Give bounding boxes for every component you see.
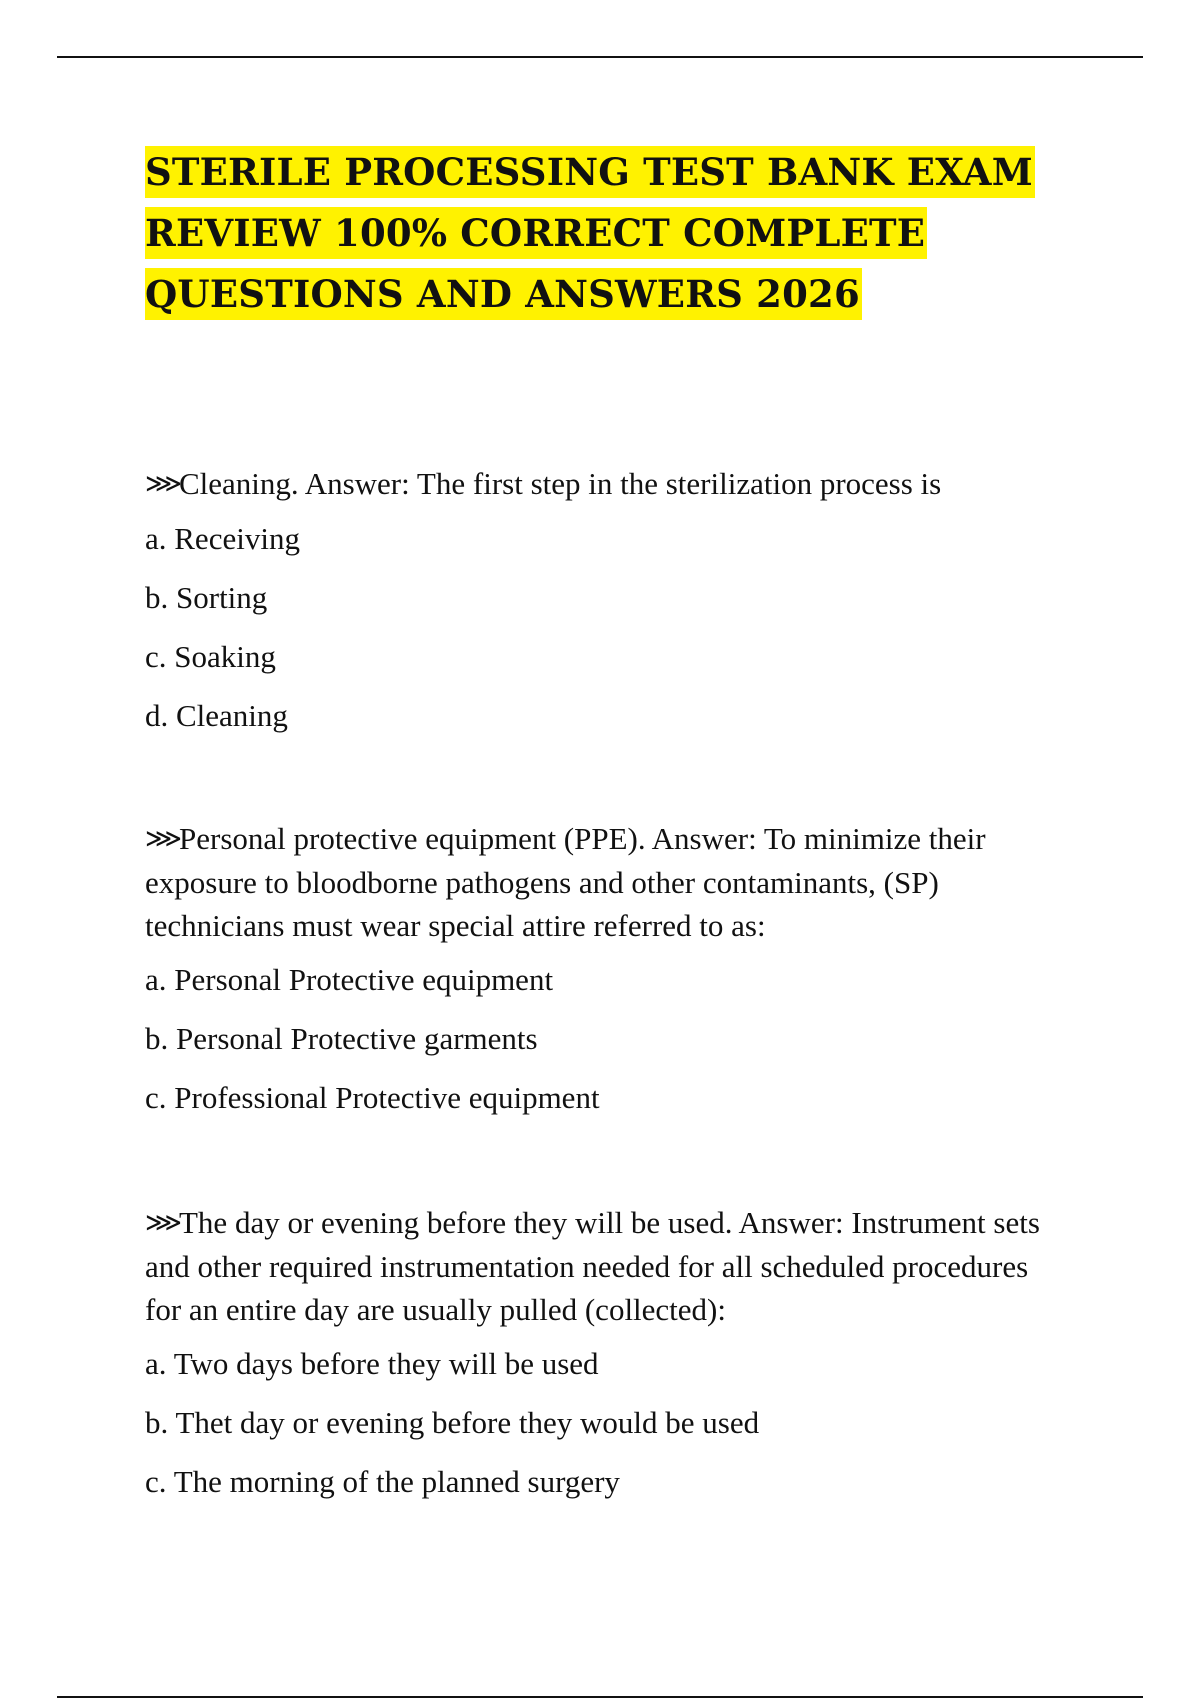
arrow-bullet-icon: ⋙	[145, 469, 182, 499]
question-text-row	[145, 1201, 1045, 1331]
top-divider	[57, 56, 1143, 58]
answer-option: b. Personal Protective garments	[145, 1021, 538, 1056]
answer-option: b. Thet day or evening before they would be used	[145, 1405, 760, 1440]
question-text-row	[145, 462, 1045, 506]
answer-option: c. Soaking	[145, 639, 276, 674]
question-block	[145, 817, 1045, 1119]
question-text-row	[145, 817, 1045, 947]
document-title	[145, 142, 1045, 325]
question-block	[145, 462, 1045, 737]
answer-option: a. Receiving	[145, 521, 300, 556]
answer-option: b. Sorting	[145, 580, 268, 615]
question-text: The day or evening before they will be used. Answer: Instrument sets and other required instrumentation needed for all scheduled procedures for an entire day are usually pulled (collected):	[145, 1205, 1040, 1327]
answer-option: c. The morning of the planned surgery	[145, 1464, 620, 1499]
answer-option: d. Cleaning	[145, 698, 288, 733]
arrow-bullet-icon: ⋙	[145, 1208, 182, 1238]
title-line: QUESTIONS AND ANSWERS 2026	[145, 268, 862, 320]
answer-option: a. Two days before they will be used	[145, 1346, 599, 1381]
bottom-divider	[57, 1696, 1143, 1698]
answer-option: a. Personal Protective equipment	[145, 962, 554, 997]
title-line: REVIEW 100% CORRECT COMPLETE	[145, 207, 927, 259]
answer-option: c. Professional Protective equipment	[145, 1080, 600, 1115]
title-line: STERILE PROCESSING TEST BANK EXAM	[145, 146, 1035, 198]
arrow-bullet-icon: ⋙	[145, 824, 182, 854]
question-text: Personal protective equipment (PPE). Answer: To minimize their exposure to bloodborne pathogens and other contaminants, (SP) technicians must wear special attire referred to as:	[145, 821, 986, 943]
question-text: Cleaning. Answer: The first step in the sterilization process is	[179, 466, 942, 501]
question-block	[145, 1201, 1045, 1503]
